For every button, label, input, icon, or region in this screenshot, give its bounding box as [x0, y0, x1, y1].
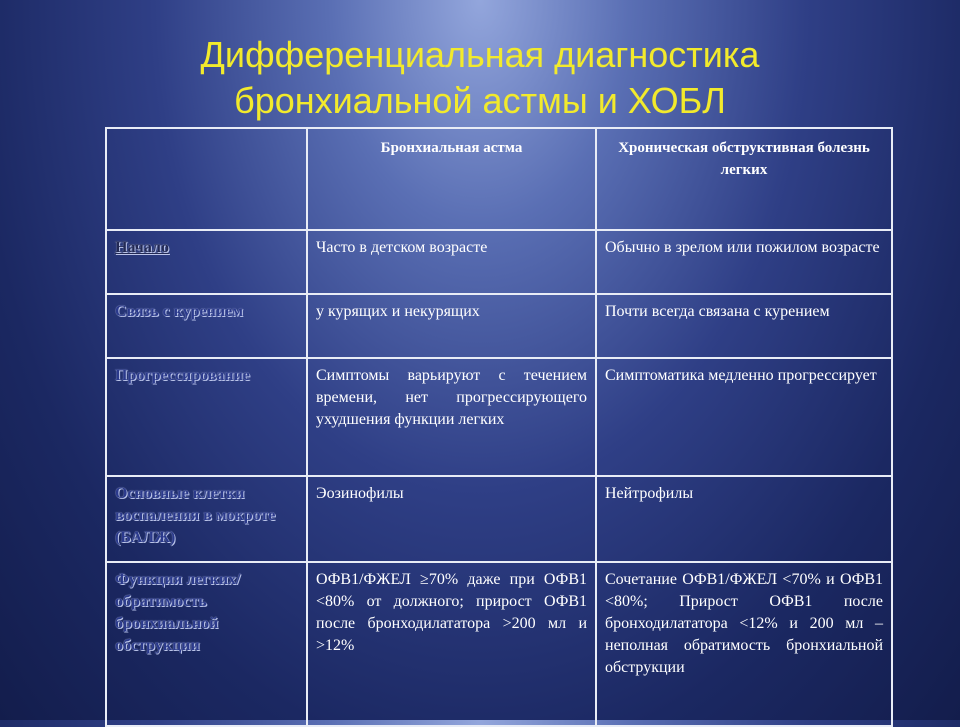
comparison-table [105, 127, 893, 727]
header-corner-cell [106, 128, 307, 230]
header-copd: Хроническая обструктивная болезнь легких [596, 128, 892, 230]
table-header-row [106, 128, 892, 230]
header-asthma: Бронхиальная астма [307, 128, 596, 230]
table-row [106, 294, 892, 358]
table-row [106, 230, 892, 294]
cell-copd-lung-function: Сочетание ОФВ1/ФЖЕЛ <70% и ОФВ1 <80%; Прирост ОФВ1 после бронходилататора <12% и 200 мл – неполная обратимость бронхиальной обструкции [596, 562, 892, 726]
row-label-lung-function: Функция легких/обратимость бронхиальной обструкции [106, 562, 307, 726]
cell-asthma-progression: Симптомы варьируют с течением времени, нет прогрессирующего ухудшения функции легких [307, 358, 596, 476]
cell-asthma-onset: Часто в детском возрасте [307, 230, 596, 294]
slide-title-line-2: бронхиальной астмы и ХОБЛ [234, 80, 726, 121]
row-label-progression: Прогрессирование [106, 358, 307, 476]
cell-copd-progression: Симптоматика медленно прогрессирует [596, 358, 892, 476]
row-label-smoking: Связь с курением [106, 294, 307, 358]
cell-asthma-lung-function: ОФВ1/ФЖЕЛ ≥70% даже при ОФВ1 <80% от должного; прирост ОФВ1 после бронходилататора >200 мл и >12% [307, 562, 596, 726]
cell-asthma-smoking: у курящих и некурящих [307, 294, 596, 358]
table-row [106, 358, 892, 476]
row-label-inflammatory-cells: Основные клетки воспаления в мокроте (БАЛЖ) [106, 476, 307, 562]
row-label-onset: Начало [106, 230, 307, 294]
slide-title [0, 32, 960, 124]
cell-copd-onset: Обычно в зрелом или пожилом возрасте [596, 230, 892, 294]
table-row [106, 562, 892, 726]
table-row [106, 476, 892, 562]
slide-title-line-1: Дифференциальная диагностика [200, 34, 760, 75]
cell-copd-smoking: Почти всегда связана с курением [596, 294, 892, 358]
cell-asthma-inflammatory-cells: Эозинофилы [307, 476, 596, 562]
cell-copd-inflammatory-cells: Нейтрофилы [596, 476, 892, 562]
